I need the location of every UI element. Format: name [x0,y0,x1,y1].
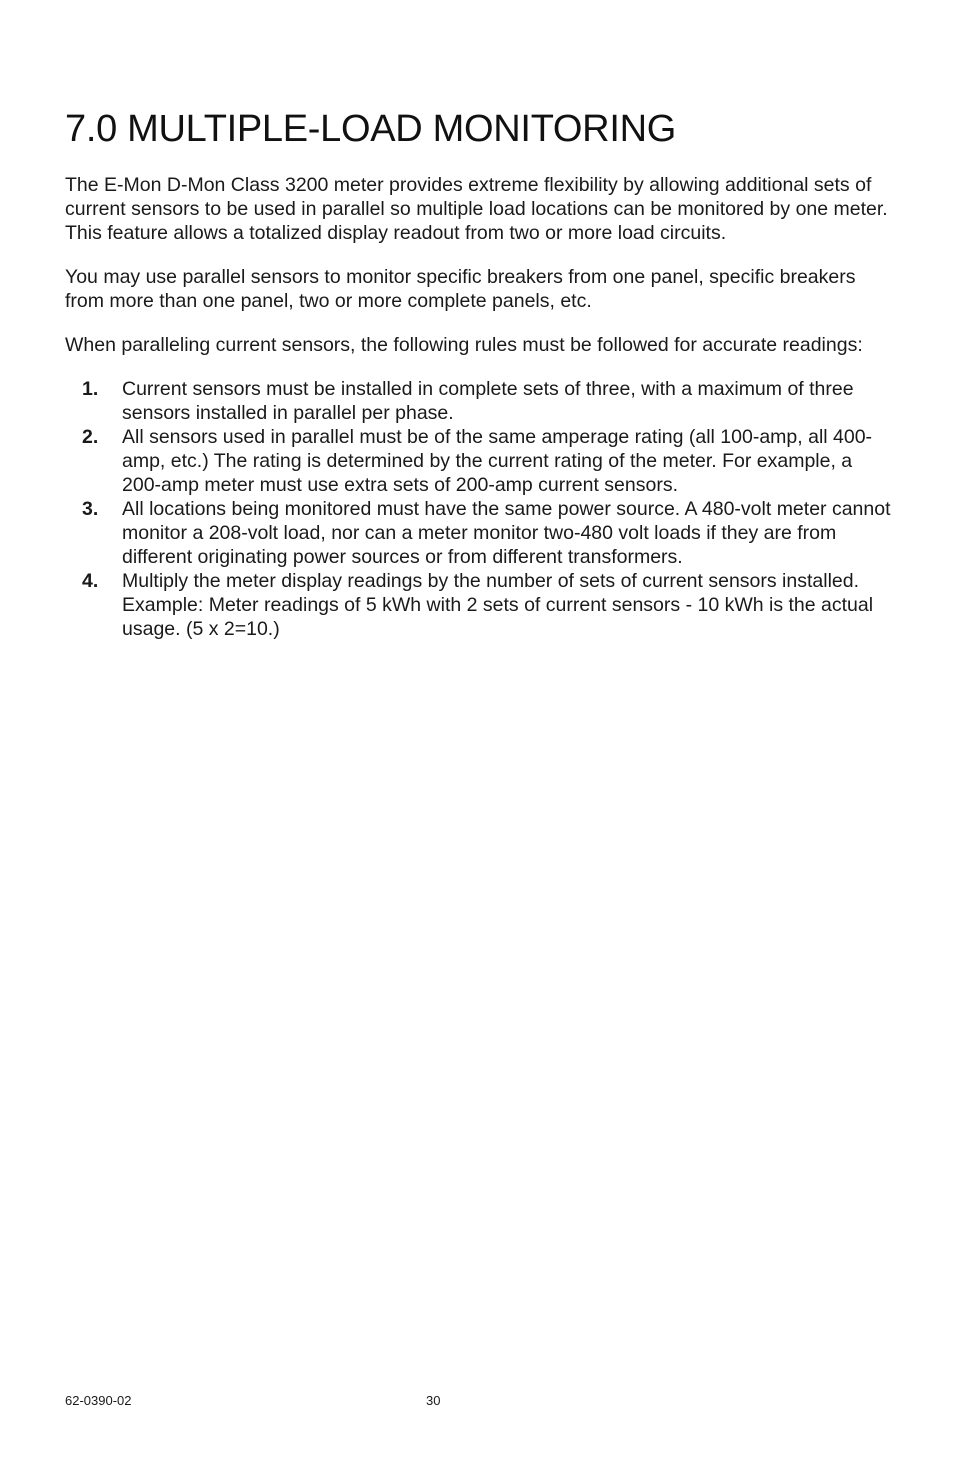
footer-page-number: 30 [426,1393,441,1408]
parallel-sensors-paragraph: You may use parallel sensors to monitor specific breakers from one panel, specific breakers from more than one panel, two or more complete panels, etc. [65,266,856,312]
section-heading: 7.0 MULTIPLE-LOAD MONITORING [65,108,676,150]
footer-doc-number: 62-0390-02 [65,1393,132,1408]
rule-text: All locations being monitored must have the same power source. A 480-volt meter cannot monitor a 208-volt load, nor can a meter monitor two-480 volt loads if they are from different originating power sources or from different transformers. [122,498,891,568]
rule-text: Multiply the meter display readings by the number of sets of current sensors installed. Example: Meter readings of 5 kWh with 2 sets of current sensors - 10 kWh is the actual usage. (5 x 2=10.) [122,570,874,640]
rule-item [65,377,895,425]
rules-list [65,377,895,641]
rule-number: 1. [82,378,99,400]
rule-item [65,425,895,497]
rule-text: All sensors used in parallel must be of the same amperage rating (all 100-amp, all 400-amp, etc.) The rating is determined by the current rating of the meter. For example, a 200-amp meter must use extra sets of 200-amp current sensors. [122,426,873,496]
section-body [65,173,895,641]
intro-paragraph: The E-Mon D-Mon Class 3200 meter provides extreme flexibility by allowing additional sets of current sensors to be used in parallel so multiple load locations can be monitored by one meter. This feature allows a totalized display readout from two or more load circuits. [65,174,888,244]
rule-number: 4. [82,570,99,592]
rule-number: 2. [82,426,99,448]
rule-item [65,569,895,641]
rule-text: Current sensors must be installed in complete sets of three, with a maximum of three sensors installed in parallel per phase. [122,378,854,424]
rules-intro-paragraph: When paralleling current sensors, the following rules must be followed for accurate readings: [65,334,863,356]
rule-number: 3. [82,498,99,520]
rule-item [65,497,895,569]
